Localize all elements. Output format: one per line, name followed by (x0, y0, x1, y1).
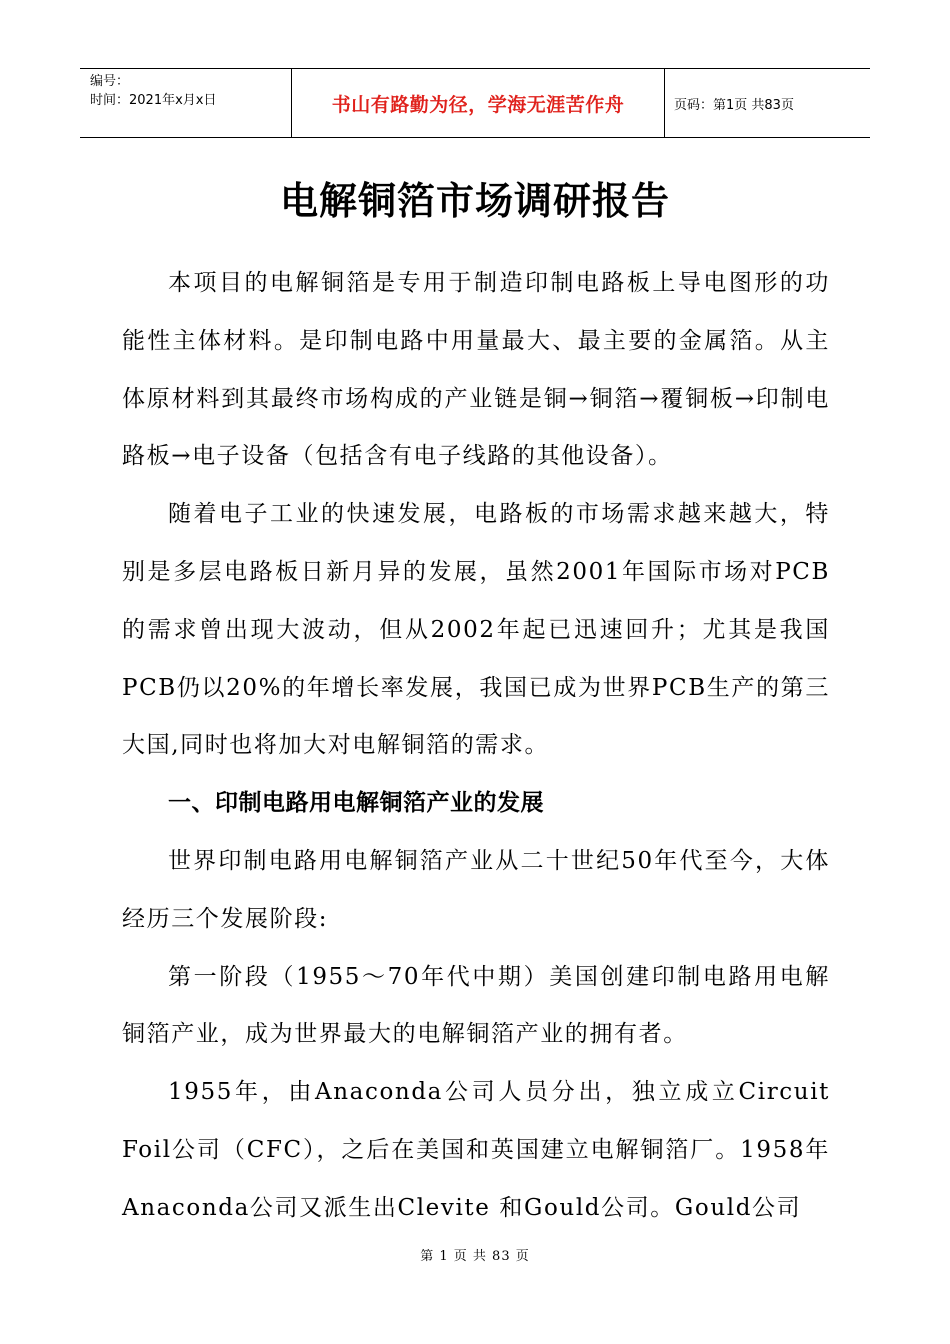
paragraph-development-stages: 世界印制电路用电解铜箔产业从二十世纪50年代至今，大体经历三个发展阶段: (122, 847, 830, 932)
document-body (122, 255, 830, 1238)
header-meta (80, 69, 291, 137)
header-motto: 书山有路勤为径，学海无涯苦作舟 (291, 69, 665, 137)
page-footer: 第 1 页 共 83 页 (420, 1249, 530, 1264)
paragraph-stage-one: 第一阶段（1955～70年代中期）美国创建印制电路用电解铜箔产业，成为世界最大的电解铜箔产业的拥有者。 (122, 963, 830, 1048)
page-title: 电解铜箔市场调研报告 (279, 179, 670, 223)
document-header (80, 68, 870, 138)
document-time-label: 时间：2021年x月x日 (90, 93, 217, 108)
paragraph-history: 1955年，由Anaconda公司人员分出，独立成立Circuit Foil公司（CFC），之后在美国和英国建立电解铜箔厂。1958年Anaconda公司又派生出Clevite 和Gould公司。Gould公司 (122, 1079, 830, 1221)
document-number-label: 编号： (90, 74, 130, 89)
section-heading: 一、印制电路用电解铜箔产业的发展 (168, 790, 544, 817)
paragraph-market-demand: 随着电子工业的快速发展，电路板的市场需求越来越大，特别是多层电路板日新月异的发展，虽然2001年国际市场对PCB的需求曾出现大波动，但从2002年起已迅速回升；尤其是我国PCB仍以20%的年增长率发展，我国已成为世界PCB生产的第三大国,同时也将加大对电解铜箔的需求。 (122, 501, 830, 759)
header-page-info: 页码：第1页 共83页 (674, 97, 794, 113)
paragraph-intro: 本项目的电解铜箔是专用于制造印制电路板上导电图形的功能性主体材料。是印制电路中用量最大、最主要的金属箔。从主体原材料到其最终市场构成的产业链是铜→铜箔→覆铜板→印制电路板→电子设备（包括含有电子线路的其他设备）。 (122, 270, 830, 470)
